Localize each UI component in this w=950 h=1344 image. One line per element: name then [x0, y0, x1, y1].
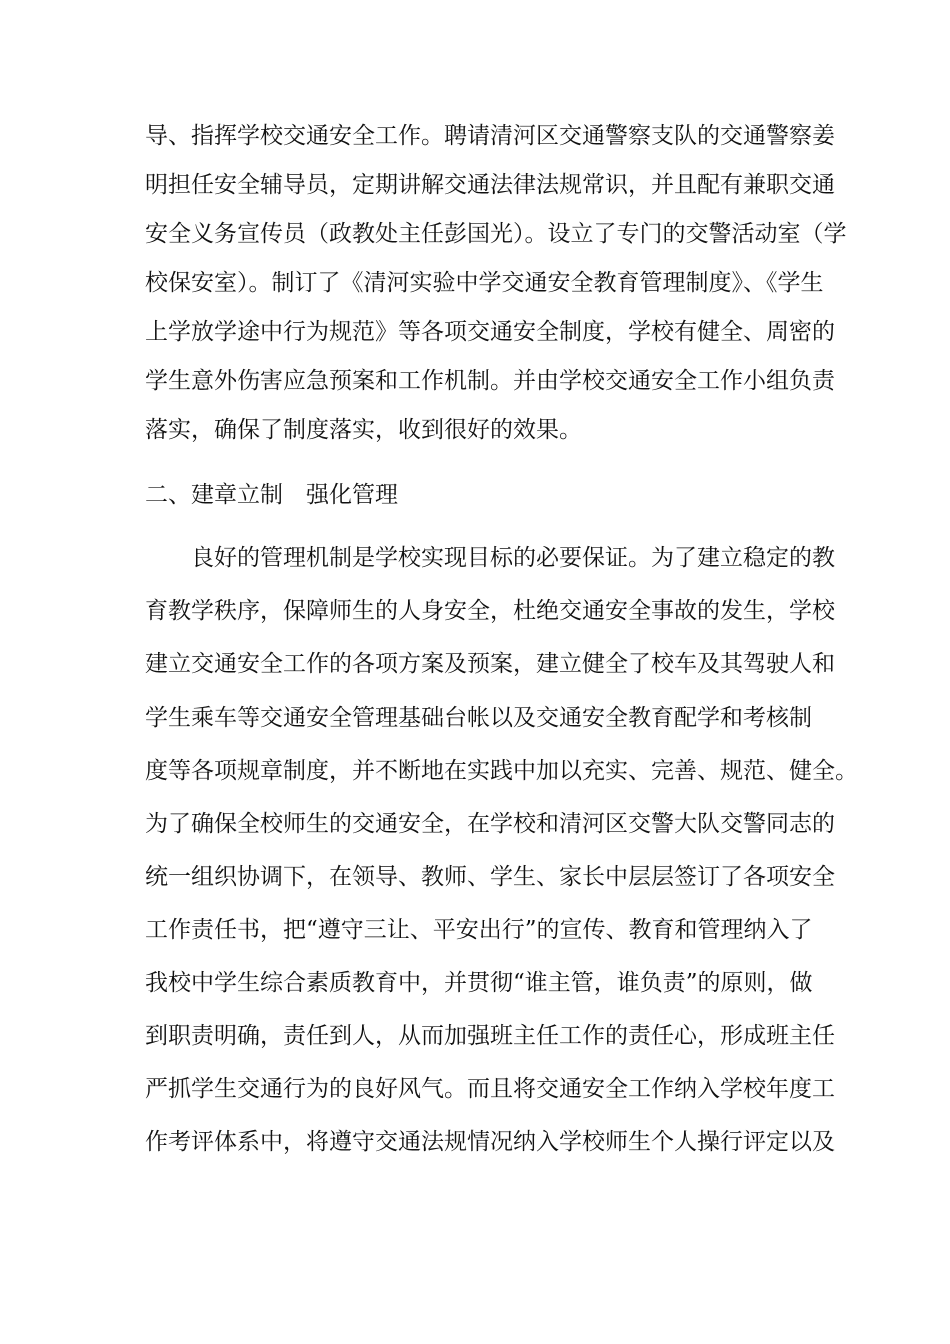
text-line: 统一组织协调下，在领导、教师、学生、家长中层层签订了各项安全 [145, 864, 835, 890]
text-line: 到职责明确，责任到人，从而加强班主任工作的责任心，形成班主任 [145, 1023, 835, 1049]
text-line: 为了确保全校师生的交通安全，在学校和清河区交警大队交警同志的 [145, 811, 835, 837]
text-line: 作考评体系中，将遵守交通法规情况纳入学校师生个人操行评定以及 [145, 1129, 835, 1155]
text-line: 我校中学生综合素质教育中，并贯彻“谁主管，谁负责”的原则，做 [145, 970, 813, 996]
text-line: 导、指挥学校交通安全工作。聘请清河区交通警察支队的交通警察姜 [145, 123, 835, 149]
paragraph-first-line: 良好的管理机制是学校实现目标的必要保证。为了建立稳定的教 [191, 545, 835, 571]
text-line: 上学放学途中行为规范》等各项交通安全制度，学校有健全、周密的 [145, 319, 835, 345]
text-line: 学生意外伤害应急预案和工作机制。并由学校交通安全工作小组负责 [145, 368, 835, 394]
text-line: 严抓学生交通行为的良好风气。而且将交通安全工作纳入学校年度工 [145, 1076, 835, 1102]
text-line: 安全义务宣传员（政教处主任彭国光）。设立了专门的交警活动室（学 [145, 221, 847, 247]
section-heading: 二、建章立制 强化管理 [145, 482, 398, 508]
text-line: 明担任安全辅导员，定期讲解交通法律法规常识，并且配有兼职交通 [145, 172, 835, 198]
text-line: 建立交通安全工作的各项方案及预案，建立健全了校车及其驾驶人和 [145, 651, 835, 677]
text-line: 工作责任书，把“遵守三让、平安出行”的宣传、教育和管理纳入了 [145, 917, 813, 943]
text-line: 学生乘车等交通安全管理基础台帐以及交通安全教育配学和考核制 [145, 705, 812, 731]
text-line: 校保安室）。制订了《清河实验中学交通安全教育管理制度》、《学生 [145, 270, 824, 296]
text-line: 育教学秩序，保障师生的人身安全，杜绝交通安全事故的发生，学校 [145, 598, 835, 624]
text-line: 度等各项规章制度，并不断地在实践中加以充实、完善、规范、健全。 [145, 758, 858, 784]
text-line: 落实，确保了制度落实，收到很好的效果。 [145, 417, 582, 443]
